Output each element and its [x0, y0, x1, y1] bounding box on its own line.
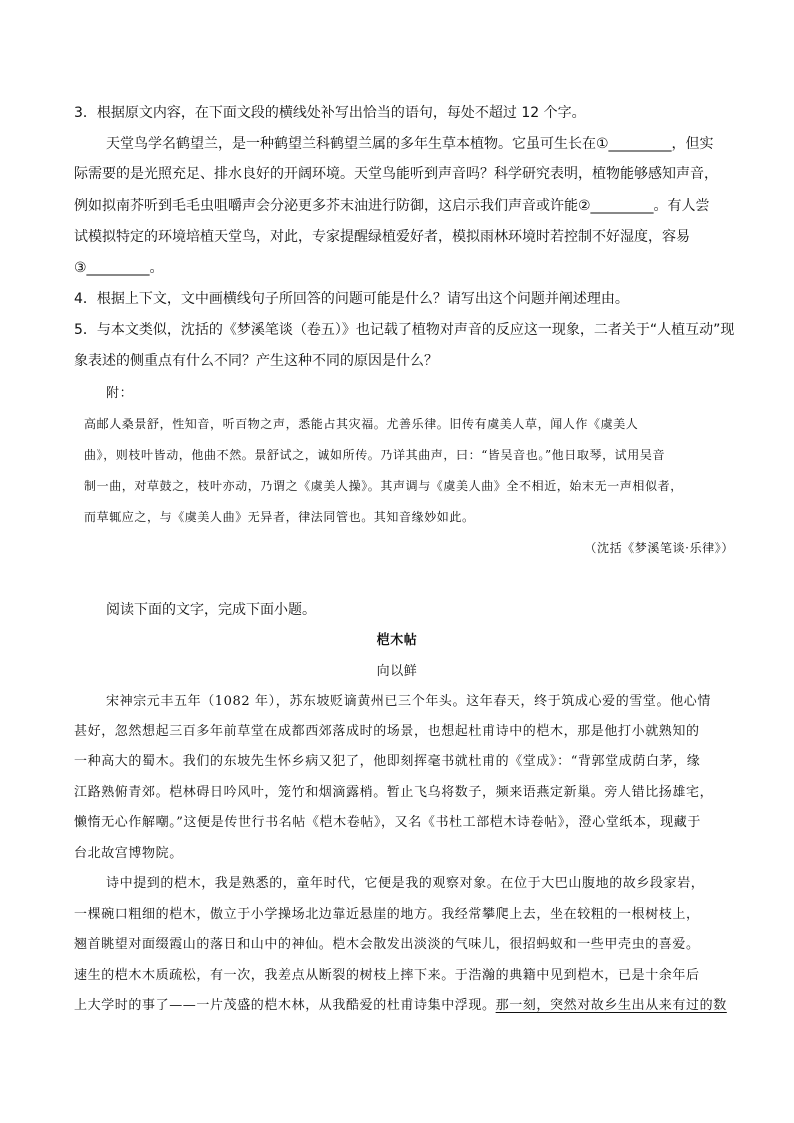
- article-line-1: 宋神宗元丰五年（1082 年），苏东坡贬谪黄州已三个年头。这年春天，终于筑成心爱的雪堂。他心情: [106, 694, 711, 709]
- appendix-line-2: 曲》，则枝叶皆动，他曲不然。景舒试之，诚如所传。乃详其曲声，曰：“皆吴音也。”他日取琴，试用吴音: [84, 448, 666, 462]
- underlined-sentence: 那一刻，突然对故乡生出从来有过的数: [495, 998, 727, 1013]
- article-line-3: 一种高大的蜀木。我们的东坡先生怀乡病又犯了，他即刻挥毫书就杜甫的《堂成》：“背郭堂成荫白茅，缘: [74, 754, 701, 769]
- article-line-10: 速生的桤木木质疏松，有一次，我差点从断裂的树枝上摔下来。于浩瀚的典籍中见到桤木，已是十余年后: [74, 968, 700, 983]
- appendix-line-3: 制一曲，对草鼓之，枝叶亦动，乃谓之《虞美人操》。其声调与《虞美人曲》全不相近，始末无一声相似者，: [84, 479, 683, 493]
- article-line-4: 江路熟俯青郊。桤林碍日吟风叶，笼竹和烟滴露梢。暂止飞乌将数子，频来语燕定新巢。旁人错比扬雄宅，: [74, 785, 714, 800]
- question-4: 4．根据上下文，文中画横线句子所回答的问题可能是什么？请写出这个问题并阐述理由。: [74, 291, 629, 307]
- article-line-7: 诗中提到的桤木，我是熟悉的，童年时代，它便是我的观察对象。在位于大巴山腹地的故乡段家岩，: [106, 876, 705, 891]
- reading-instruction: 阅读下面的文字，完成下面小题。: [106, 602, 316, 618]
- question-3-passage-line-5: ③_________。: [74, 260, 164, 276]
- article-line-9: 翘首眺望对面缀霞山的落日和山中的神仙。桤木会散发出淡淡的气味儿，很招蚂蚁和一些甲壳虫的喜爱。: [74, 937, 700, 952]
- article-title: 桤木帖: [376, 633, 418, 648]
- question-3-passage-line-4: 试模拟特定的环境培植天堂鸟，对此，专家提醒绿植爱好者，模拟雨林环境时若控制不好湿度，容易: [74, 229, 690, 245]
- question-3-title: 3．根据原文内容，在下面文段的横线处补写出恰当的语句，每处不超过 12 个字。: [74, 105, 586, 121]
- question-3-passage-line-2: 际需要的是光照充足、排水良好的开阔环境。天堂鸟能听到声音吗？科学研究表明，植物能够感知声音，: [74, 166, 718, 182]
- appendix-line-4: 而草辄应之，与《虞美人曲》无异者，律法同管也。其知音缘妙如此。: [84, 510, 475, 524]
- article-line-11-text: 上大学时的事了——一片茂盛的桤木林，从我酷爱的杜甫诗集中浮现。: [74, 998, 496, 1013]
- appendix-source: （沈括《梦溪笔谈·乐律》）: [584, 541, 734, 555]
- article-line-8: 一棵碗口粗细的桤木，傲立于小学操场北边靠近悬崖的地方。我经常攀爬上去，坐在较粗的一根树枝上，: [74, 907, 700, 922]
- appendix-line-1: 高邮人桑景舒，性知音，听百物之声，悉能占其灾福。尤善乐律。旧传有虞美人草，闻人作《虞美人: [84, 417, 639, 431]
- article-line-11: [74, 997, 727, 1015]
- question-3-passage-line-3: 例如拟南芥听到毛毛虫咀嚼声会分泌更多芥末油进行防御，这启示我们声音或许能②_________。有人尝: [74, 198, 710, 214]
- article-line-5: 懒惰无心作解嘲。”这便是传世行书名帖《桤木卷帖》，又名《书杜工部桤木诗卷帖》，澄心堂纸本，现藏于: [74, 815, 701, 830]
- article-line-6: 台北故宫博物院。: [74, 846, 183, 861]
- question-3-passage-line-1: 天堂鸟学名鹤望兰，是一种鹤望兰科鹤望兰属的多年生草本植物。它虽可生长在①_________，但实: [106, 136, 714, 152]
- article-author: 向以鲜: [376, 664, 418, 679]
- question-5-line-1: 5．与本文类似，沈括的《梦溪笔谈（卷五）》也记载了植物对声音的反应这一现象，二者关于“人植互动”现: [74, 322, 735, 338]
- appendix-label: 附：: [106, 386, 134, 401]
- question-5-line-2: 象表述的侧重点有什么不同？产生这种不同的原因是什么？: [74, 353, 438, 369]
- article-line-2: 甚好，忽然想起三百多年前草堂在成都西郊落成时的场景，也想起杜甫诗中的桤木，那是他打小就熟知的: [74, 724, 700, 739]
